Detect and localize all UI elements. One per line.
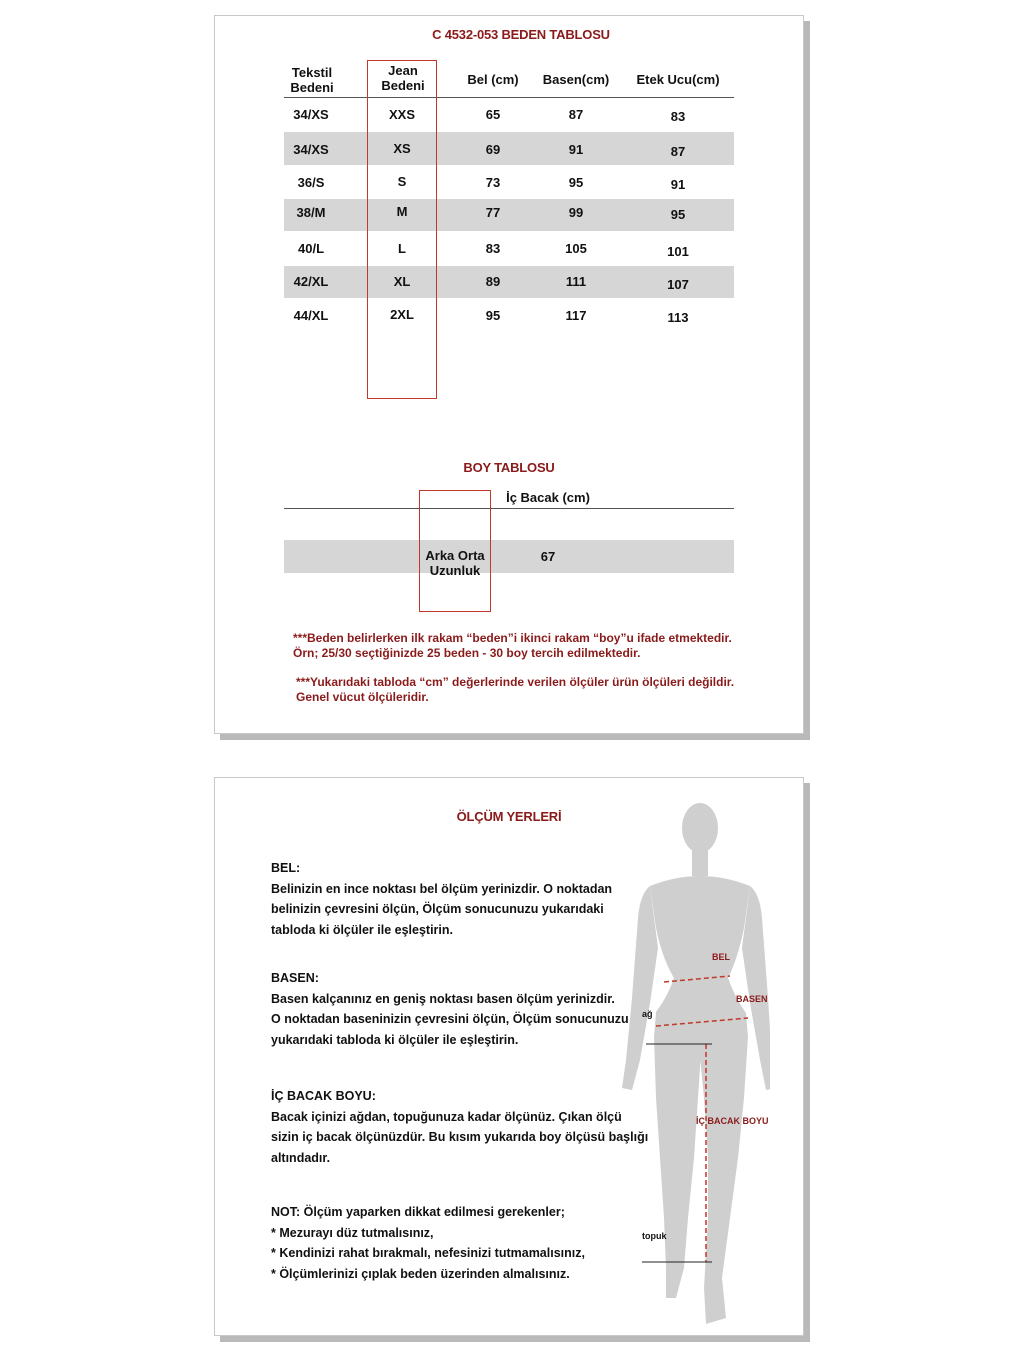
cell-basen: 91 <box>568 142 584 157</box>
length-row-value: 67 <box>540 549 556 564</box>
header-textile-line2: Bedeni <box>290 80 334 95</box>
bel-line: tabloda ki ölçüler ile eşleştirin. <box>271 922 454 937</box>
cell-bel: 83 <box>485 241 501 256</box>
note-1-line1: ***Beden belirlerken ilk rakam “beden”i ikinci rakam “boy”u ifade etmektedir. <box>293 631 732 645</box>
label-bel: BEL <box>712 952 730 962</box>
label-topuk: topuk <box>642 1231 667 1241</box>
cell-bel: 65 <box>485 107 501 122</box>
ic-bacak-section <box>271 1086 648 1168</box>
cell-etek: 91 <box>670 177 686 192</box>
not-line: * Mezurayı düz tutmalısınız, <box>271 1225 434 1240</box>
basen-line: O noktadan baseninizin çevresini ölçün, Ölçüm sonucunuzu <box>271 1012 629 1026</box>
label-ag: ağ <box>642 1009 653 1019</box>
ic-bacak-line: Bacak içinizi ağdan, topuğunuza kadar ölçünüz. Çıkan ölçü <box>271 1109 622 1124</box>
cell-textile: 36/S <box>297 175 325 190</box>
header-textile-line1: Tekstil <box>291 65 333 80</box>
header-textile <box>279 65 345 95</box>
cell-jean: S <box>397 174 407 189</box>
bel-section <box>271 858 612 940</box>
mannequin-silhouette <box>622 803 770 1324</box>
header-rule <box>284 97 734 98</box>
not-line: * Kendinizi rahat bırakmalı, nefesinizi tutmamalısınız, <box>271 1246 585 1260</box>
basen-section <box>271 968 629 1050</box>
cell-etek: 113 <box>667 310 689 325</box>
note-2-line2: Genel vücut ölçüleridir. <box>296 690 429 704</box>
cell-basen: 105 <box>565 241 587 256</box>
header-etek: Etek Ucu(cm) <box>636 72 720 87</box>
bel-line: belinizin çevresini ölçün, Ölçüm sonucunuzu yukarıdaki <box>271 902 604 916</box>
note-1-line2: Örn; 25/30 seçtiğinizde 25 beden - 30 boy tercih edilmektedir. <box>293 646 641 660</box>
cell-textile: 34/XS <box>293 107 329 122</box>
cell-jean: M <box>396 204 408 219</box>
measure-guide-card <box>214 777 804 1336</box>
cell-etek: 101 <box>667 244 689 259</box>
not-heading: NOT: Ölçüm yaparken dikkat edilmesi gerekenler; <box>271 1205 565 1219</box>
ic-bacak-line: altındadır. <box>271 1150 331 1165</box>
cell-etek: 87 <box>670 144 686 159</box>
cell-textile: 44/XL <box>293 308 329 323</box>
length-row-label-line2: Uzunluk <box>429 563 481 578</box>
cell-bel: 95 <box>485 308 501 323</box>
not-line: * Ölçümlerinizi çıplak beden üzerinden almalısınız. <box>271 1266 570 1281</box>
header-jean-line1: Jean <box>388 63 418 78</box>
cell-jean: L <box>398 241 406 256</box>
cell-basen: 117 <box>565 308 587 323</box>
cell-basen: 111 <box>565 274 587 289</box>
cell-jean: XL <box>393 274 411 289</box>
note-1 <box>293 631 732 661</box>
length-header-rule <box>284 508 734 509</box>
basen-heading: BASEN: <box>271 971 319 985</box>
header-jean-line2: Bedeni <box>381 78 425 93</box>
cell-jean: XS <box>393 141 411 156</box>
length-header: İç Bacak (cm) <box>506 490 590 505</box>
cell-bel: 77 <box>485 205 501 220</box>
cell-etek: 83 <box>670 109 686 124</box>
basen-line: Basen kalçanınız en geniş noktası basen ölçüm yerinizdir. <box>271 991 615 1006</box>
bel-line: Belinizin en ince noktası bel ölçüm yerinizdir. O noktadan <box>271 881 613 896</box>
basen-line: yukarıdaki tabloda ki ölçüler ile eşleştirin. <box>271 1032 519 1047</box>
header-bel: Bel (cm) <box>467 72 519 87</box>
measure-guide-title: ÖLÇÜM YERLERİ <box>456 809 562 824</box>
label-basen: BASEN <box>736 994 768 1004</box>
cell-bel: 73 <box>485 175 501 190</box>
size-chart-card <box>214 15 804 734</box>
cell-textile: 40/L <box>297 241 325 256</box>
cell-bel: 89 <box>485 274 501 289</box>
row-band-4 <box>284 199 734 231</box>
ic-bacak-heading: İÇ BACAK BOYU: <box>271 1089 376 1103</box>
cell-jean: 2XL <box>390 307 414 322</box>
length-row-label-line1: Arka Orta <box>425 548 485 563</box>
cell-etek: 95 <box>670 207 686 222</box>
cell-etek: 107 <box>667 277 689 292</box>
cell-textile: 42/XL <box>293 274 329 289</box>
ic-bacak-line: sizin iç bacak ölçünüzdür. Bu kısım yukarıda boy ölçüsü başlığı <box>271 1130 649 1144</box>
label-ic-bacak: İÇ BACAK BOYU <box>696 1116 769 1126</box>
length-row-band <box>284 540 734 573</box>
note-2-line1: ***Yukarıdaki tabloda “cm” değerlerinde verilen ölçüler ürün ölçüleri değildir. <box>296 675 735 689</box>
cell-basen: 95 <box>568 175 584 190</box>
length-table-title: BOY TABLOSU <box>463 460 555 475</box>
note-2 <box>296 675 734 705</box>
bel-heading: BEL: <box>271 861 301 875</box>
body-figure-illustration <box>610 798 770 1328</box>
size-table-title: C 4532-053 BEDEN TABLOSU <box>432 27 610 42</box>
cell-jean: XXS <box>388 107 416 122</box>
cell-textile: 38/M <box>296 205 326 220</box>
not-section <box>271 1202 585 1284</box>
cell-basen: 99 <box>568 205 584 220</box>
length-row-label <box>419 548 491 578</box>
cell-textile: 34/XS <box>293 142 329 157</box>
cell-basen: 87 <box>568 107 584 122</box>
cell-bel: 69 <box>485 142 501 157</box>
row-band-2 <box>284 132 734 165</box>
header-basen: Basen(cm) <box>542 72 610 87</box>
